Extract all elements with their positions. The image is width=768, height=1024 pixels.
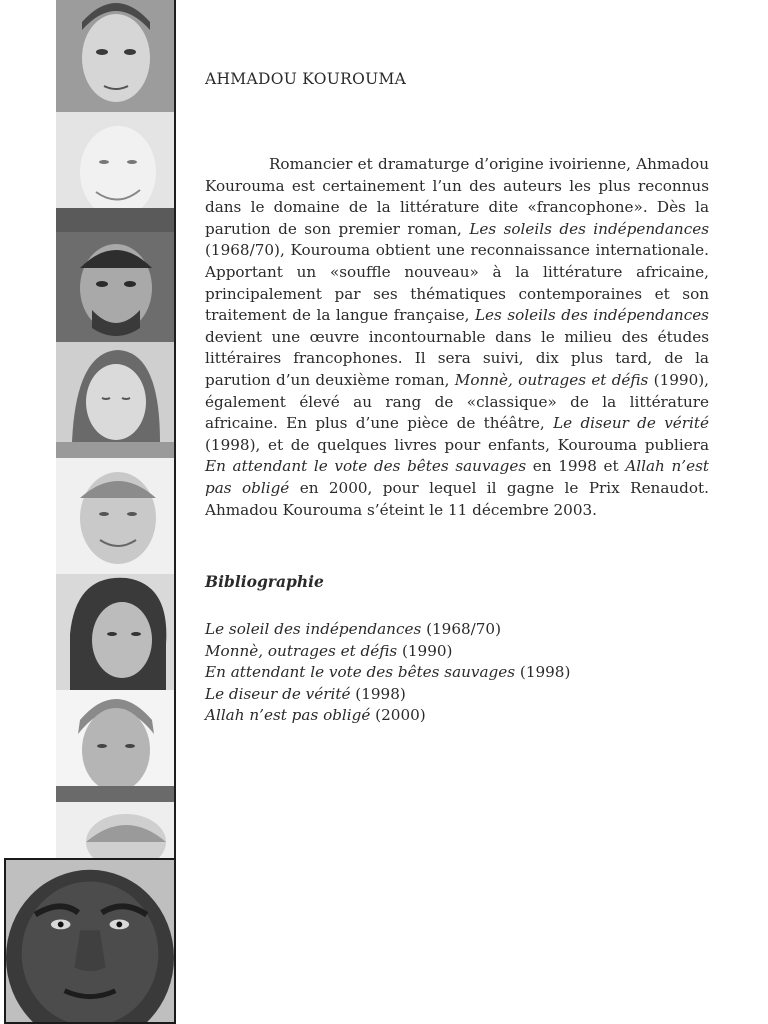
book-year: (1968/70) bbox=[421, 620, 502, 638]
book-year: (1990) bbox=[397, 641, 453, 660]
bio-title-italic: Le diseur de vérité bbox=[553, 414, 709, 433]
portrait-woman bbox=[56, 342, 174, 458]
portrait-smiling-man bbox=[56, 112, 174, 232]
book-year: (1998) bbox=[350, 684, 406, 703]
bio-segment: en 1998 et bbox=[526, 457, 626, 476]
book-title: En attendant le vote des bêtes sauvages bbox=[205, 663, 516, 682]
bibliography-item bbox=[205, 641, 570, 663]
bio-segment: (1968/70), Kourouma obtient une reconnaissance internationale. Apportant un «souffle nouveau» à la littérature africaine, principalement par ses thématiques contemporaines et son traitement de la langue française, bbox=[205, 241, 709, 325]
bio-segment: (1990), également élevé au rang de «classique» de la littérature africaine. En plus d’une pièce de théâtre, bbox=[205, 370, 709, 433]
portrait-older-man bbox=[56, 458, 174, 574]
bio-segment: devient une œuvre incontournable dans le milieu des études littéraires francophones. Il sera suivi, dix plus tard, de la parution d’un deuxième roman, bbox=[205, 327, 709, 389]
bibliography-list bbox=[205, 619, 570, 727]
biography-text bbox=[205, 154, 709, 521]
portrait-young-man bbox=[56, 0, 174, 112]
featured-portrait-ahmadou-kourouma bbox=[4, 858, 176, 1024]
bibliography-heading: Bibliographie bbox=[205, 572, 324, 591]
bibliography-item bbox=[205, 662, 570, 684]
bio-segment: en 2000, pour lequel il gagne le Prix Renaudot. Ahmadou Kourouma s’éteint le 11 décembre 2003. bbox=[205, 478, 709, 519]
book-year: (1998) bbox=[515, 663, 571, 682]
bio-title-italic: Monnè, outrages et défis bbox=[454, 370, 649, 389]
portrait-bearded-man bbox=[56, 232, 174, 342]
bibliography-item bbox=[205, 684, 570, 706]
portrait-dark-haired-man bbox=[56, 574, 174, 690]
book-title: Le diseur de vérité bbox=[205, 684, 351, 703]
bio-title-italic: Allah n’est pas obligé bbox=[205, 457, 709, 497]
book-title: Le soleil des indépendances bbox=[205, 620, 422, 638]
bio-title-italic: Les soleils des indépendances bbox=[469, 219, 709, 238]
portrait-man-white-hair bbox=[56, 690, 174, 802]
author-heading: AHMADOU KOUROUMA bbox=[205, 70, 407, 88]
bio-segment: Romancier et dramaturge d’origine ivoirienne, Ahmadou Kourouma est certainement l’un des auteurs les plus reconnus dans le domaine de la littérature dite «francophone». Dès la parution de son premier roman, bbox=[205, 155, 709, 238]
bio-title-italic: Les soleils des indépendances bbox=[474, 306, 709, 325]
bibliography-item bbox=[205, 705, 570, 727]
portrait-partial-face bbox=[56, 802, 174, 858]
bibliography-item bbox=[205, 619, 570, 641]
bio-segment: (1998), et de quelques livres pour enfants, Kourouma publiera bbox=[205, 435, 709, 454]
bio-title-italic: En attendant le vote des bêtes sauvages bbox=[205, 457, 527, 476]
book-title: Allah n’est pas obligé bbox=[205, 706, 371, 725]
book-title: Monnè, outrages et défis bbox=[205, 641, 398, 660]
book-year: (2000) bbox=[370, 706, 426, 725]
biography-paragraph bbox=[205, 154, 709, 521]
